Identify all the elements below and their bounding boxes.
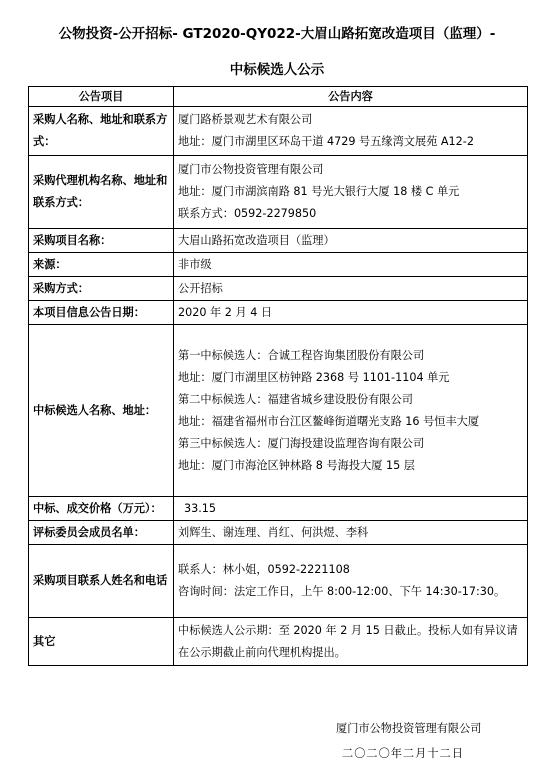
table-row-method <box>29 277 528 301</box>
committee-value: 刘辉生、谢连理、肖红、何洪煜、李科 <box>174 521 528 545</box>
signature-date: 二〇二〇年二月十二日 <box>342 747 464 760</box>
info-date-value: 2020 年 2 月 4 日 <box>174 301 528 325</box>
third-candidate-address: 地址：厦门市海沧区钟林路 8 号海投大厦 15 层 <box>178 458 415 472</box>
agency-contact: 联系方式：0592-2279850 <box>178 207 317 220</box>
project-contact-label: 采购项目联系人姓名和电话 <box>29 545 174 618</box>
method-label: 采购方式： <box>29 277 174 301</box>
project-contact-hours: 咨询时间：法定工作日，上午 8:00-12:00、下午 14:30-17:30。 <box>178 585 506 598</box>
third-candidate: 第三中标候选人：厦门海投建设监理咨询有限公司 <box>178 436 425 450</box>
candidates-value <box>174 325 528 497</box>
committee-label: 评标委员会成员名单： <box>29 521 174 545</box>
table-header-row <box>29 87 528 107</box>
other-value: 中标候选人公示期：至 2020 年 2 月 15 日截止。投标人如有异议请在公示期截止前向代理机构提出。 <box>174 618 528 666</box>
table-row-candidates <box>29 325 528 497</box>
table-row-agency <box>29 156 528 229</box>
second-candidate: 第二中标候选人：福建省城乡建设股份有限公司 <box>178 392 413 406</box>
purchaser-name: 厦门路桥景观艺术有限公司 <box>178 113 313 126</box>
table-row-source <box>29 253 528 277</box>
candidates-label: 中标候选人名称、地址： <box>29 325 174 497</box>
purchaser-label: 采购人名称、地址和联系方式： <box>29 107 174 156</box>
agency-address: 地址：厦门市湖滨南路 81 号光大银行大厦 18 楼 C 单元 <box>178 185 460 198</box>
notice-table <box>28 86 528 666</box>
table-row-price <box>29 497 528 521</box>
project-name-value: 大眉山路拓宽改造项目（监理） <box>174 229 528 253</box>
notice-title-line2: 中标候选人公示 <box>229 62 325 78</box>
agency-label: 采购代理机构名称、地址和联系方式： <box>29 156 174 229</box>
header-item: 公告项目 <box>29 87 174 107</box>
table-row-project-name <box>29 229 528 253</box>
purchaser-address: 地址：厦门市湖里区环岛干道 4729 号五缘湾文展苑 A12-2 <box>178 135 474 148</box>
price-label: 中标、成交价格（万元）： <box>29 497 174 521</box>
project-contact-value <box>174 545 528 618</box>
table-row-other <box>29 618 528 666</box>
table-row-info-date <box>29 301 528 325</box>
agency-name: 厦门市公物投资管理有限公司 <box>178 163 324 176</box>
notice-title-line1: 公物投资-公开招标- GT2020-QY022-大眉山路拓宽改造项目（监理）- <box>58 26 496 42</box>
table-row-committee <box>29 521 528 545</box>
table-row-purchaser <box>29 107 528 156</box>
source-value: 非市级 <box>174 253 528 277</box>
purchaser-value <box>174 107 528 156</box>
other-label: 其它 <box>29 618 174 666</box>
project-name-label: 采购项目名称： <box>29 229 174 253</box>
header-content: 公告内容 <box>174 87 528 107</box>
first-candidate-address: 地址：厦门市湖里区枋钟路 2368 号 1101-1104 单元 <box>178 370 450 384</box>
project-contact-person: 联系人：林小姐，0592-2221108 <box>178 563 350 576</box>
table-row-project-contact <box>29 545 528 618</box>
signature-company: 厦门市公物投资管理有限公司 <box>336 722 482 735</box>
second-candidate-address: 地址：福建省福州市台江区鳌峰街道曙光支路 16 号恒丰大厦 <box>178 414 480 428</box>
agency-value <box>174 156 528 229</box>
source-label: 来源： <box>29 253 174 277</box>
info-date-label: 本项目信息公告日期： <box>29 301 174 325</box>
method-value: 公开招标 <box>174 277 528 301</box>
price-value: 33.15 <box>174 497 528 521</box>
first-candidate: 第一中标候选人：合诚工程咨询集团股份有限公司 <box>178 348 425 362</box>
